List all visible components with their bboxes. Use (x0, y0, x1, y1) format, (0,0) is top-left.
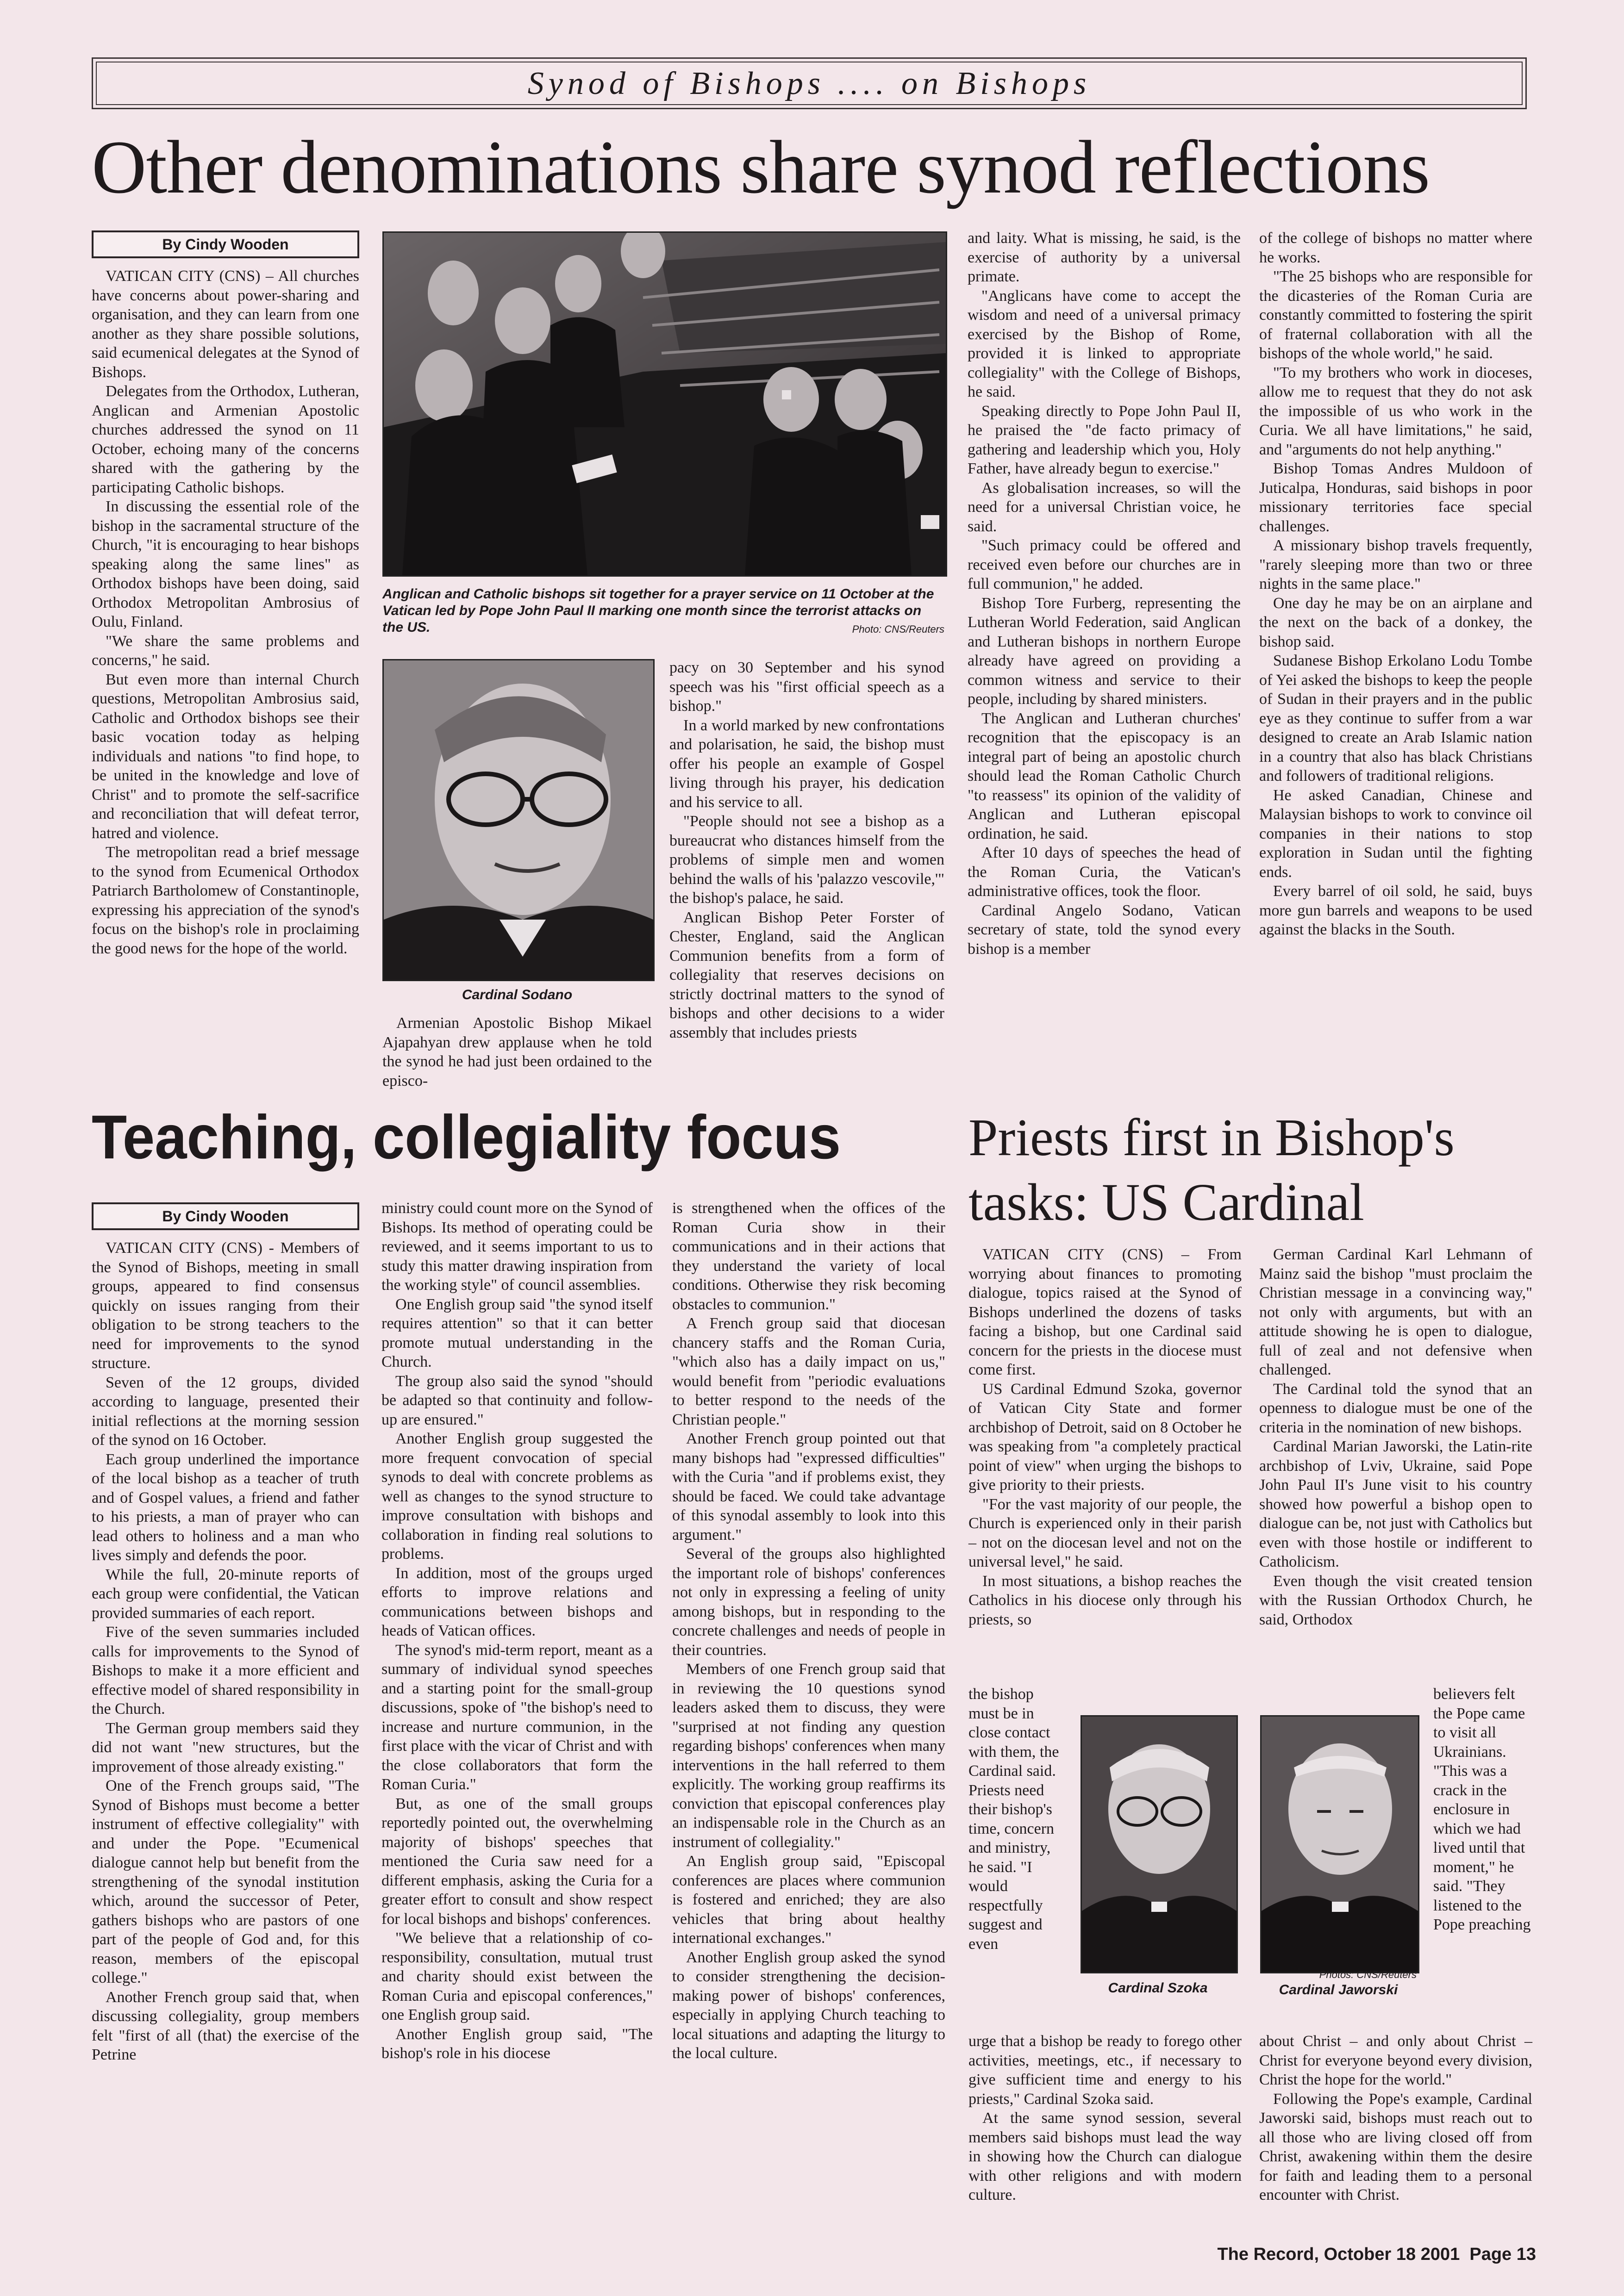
story2-column-2 (381, 1199, 653, 2063)
portrait-image (384, 660, 653, 980)
paragraph: is strengthened when the offices of the Roman Curia show in their communications and in their actions that they understand the variety of local conditions. Otherwise they risk becoming obstacles to communion." (672, 1200, 945, 1313)
paragraph: In most situations, a bishop reaches the Catholics in his diocese only through his priests, so (968, 1572, 1242, 1628)
bishops-photo-image (384, 233, 946, 575)
paragraph: "For the vast majority of our people, the Church is experienced only in their parish – not on the diocesan level and not on the universal level," he said. (968, 1495, 1242, 1570)
paragraph: Another English group asked the synod to consider strengthening the decision-making power of bishops' conferences, especially in applying Church teaching to local situations and adapting the liturgy to the local culture. (672, 1948, 945, 2062)
paragraph: Another French group said that, when discussing collegiality, group members felt "first of all (that) the exercise of the Petrine (92, 1988, 359, 2063)
paragraph: But even more than internal Church questions, Metropolitan Ambrosius said, Catholic and Orthodox bishops see their basic vocation today as helping individuals and nations "to find hope, to be united in the knowledge and love of Christ" and to promote the self-sacrifice and reconciliation that will defeat terror, hatred and violence. (92, 671, 359, 842)
paragraph: "The 25 bishops who are responsible for the dicasteries of the Roman Curia are constantly committed to fostering the spirit of fraternal collaboration with all the bishops of the whole world," he said. (1259, 268, 1532, 362)
paragraph: In addition, most of the groups urged efforts to improve relations and communications between bishops and heads of Vatican offices. (381, 1564, 653, 1639)
paragraph: Another English group said, "The bishop's role in his diocese (381, 2025, 653, 2062)
paragraph: Cardinal Marian Jaworski, the Latin-rite archbishop of Lviv, Ukraine, said Pope John Paul II's June visit to his country showed how powerful a bishop open to dialogue can be, not just with Catholics but even with those hostile or indifferent to Catholicism. (1259, 1438, 1532, 1570)
story1-column-2 (382, 1014, 652, 1090)
story1-column-4 (968, 229, 1241, 958)
paragraph: While the full, 20-minute reports of each group were confidential, the Vatican provided summaries of each report. (92, 1566, 359, 1622)
story2-byline: By Cindy Wooden (92, 1202, 359, 1230)
paragraph: Anglican Bishop Peter Forster of Chester, England, said the Anglican Communion benefits from a form of collegiality that reserves decisions on strictly doctrinal matters to the synod of bishops and other decisions to a wider assembly that includes priests (669, 908, 944, 1041)
story2-headline: Teaching, collegiality focus (92, 1103, 841, 1172)
paragraph: VATICAN CITY (CNS) – From worrying about finances to promoting dialogue, topics raised at the Synod of Bishops underlined the dozens of tasks facing a bishop, but one Cardinal said concern for the priests in the diocese must come first. (968, 1246, 1242, 1378)
bishops-photo-caption (382, 586, 944, 638)
story3-photo-credit: Photos: CNS/Reuters (1319, 1969, 1417, 1980)
paragraph: Several of the groups also highlighted the important role of bishops' conferences not only in expressing a feeling of unity among bishops, but in responding to the concrete challenges and needs of people in their countries. (672, 1545, 945, 1659)
paragraph: One of the French groups said, "The Synod of Bishops must become a better instrument of effective collegiality" with and under the Pope. "Ecumenical dialogue cannot help but benefit from the strengthening of the synodal institution which, around the successor of Peter, gathers bishops who are pastors of one part of the people of God and, for this reason, members of the episcopal college." (92, 1777, 359, 1986)
paragraph: and laity. What is missing, he said, is the exercise of authority by a universal primate. (968, 230, 1241, 285)
paragraph: Sudanese Bishop Erkolano Lodu Tombe of Yei asked the bishops to keep the people of Sudan in their prayers and in the public eye as they continue to suffer from a war designed to create an Arab Islamic nation in a country that also has black Christians and followers of traditional religions. (1259, 652, 1532, 784)
paragraph: The group also said the synod "should be adapted so that continuity and follow-up are ensured." (381, 1372, 653, 1428)
sodano-caption: Cardinal Sodano (462, 987, 573, 1002)
paragraph: German Cardinal Karl Lehmann of Mainz said the bishop "must proclaim the Christian message in a convincing way," not only with arguments, but with an attitude showing he is open to dialogue, full of zeal and not defensive when challenged. (1259, 1246, 1532, 1378)
paragraph: Every barrel of oil sold, he said, buys more gun barrels and weapons to be used against the blacks in the South. (1259, 883, 1532, 938)
paragraph: Cardinal Angelo Sodano, Vatican secretary of state, told the synod every bishop is a member (968, 902, 1241, 958)
paragraph: The synod's mid-term report, meant as a summary of individual synod speeches and a starting point for the small-group discussions, spoke of "the bishop's need to increase and nurture communion, in the first place with the vicar of Christ and with the close collaborators that form the Roman Curia." (381, 1641, 653, 1793)
paragraph: "People should not see a bishop as a bureaucrat who distances himself from the problems of simple men and women behind the walls of his 'palazzo vescovile,'" the bishop's palace, he said. (669, 813, 944, 907)
paragraph: "To my brothers who work in dioceses, allow me to request that they do not ask the impossible of us who work in the Curia. We all have limitations," he said, and "arguments do not help anything." (1259, 364, 1532, 458)
paragraph: One day he may be on an airplane and the next on the back of a donkey, the bishop said. (1259, 594, 1532, 650)
paragraph: Speaking directly to Pope John Paul II, he praised the "de facto primacy of gathering and leadership which you, Holy Father, have already begun to exercise." (968, 402, 1241, 477)
story2-column-3 (672, 1199, 945, 2063)
paragraph: Another English group suggested the more frequent convocation of special synods to deal with concrete problems as well as changes to the synod structure to improve consultation with bishops and collaboration in finding real solutions to problems. (381, 1430, 653, 1562)
section-banner (92, 57, 1527, 109)
cardinal-sodano-portrait (382, 659, 655, 981)
story1-column-1 (92, 267, 359, 958)
page-footer: The Record, October 18 2001 Page 13 (1217, 2245, 1536, 2264)
story3-column-2 (1259, 1245, 1532, 1629)
story1-column-5 (1259, 229, 1532, 940)
portrait-image (1262, 1717, 1418, 1972)
paragraph: Five of the seven summaries included calls for improvements to the Synod of Bishops to make it a more efficient and effective model of shared responsibility in the Church. (92, 1624, 359, 1717)
paragraph: A French group said that diocesan chancery staffs and the Roman Curia, "which also has a daily impact on us," would benefit from "periodic evaluations to better respond to the needs of the Christian people." (672, 1315, 945, 1428)
paragraph: urge that a bishop be ready to forego other activities, meetings, etc., if necessary to give sufficient time and energy to his priests," Cardinal Szoka said. (968, 2033, 1242, 2108)
paragraph: One English group said "the synod itself requires attention" so that it can better promote mutual understanding in the Church. (381, 1295, 653, 1370)
paragraph: Delegates from the Orthodox, Lutheran, Anglican and Armenian Apostolic churches addressed the synod on 11 October, echoing many of the concerns shared with the gathering by the participating Catholic bishops. (92, 383, 359, 496)
bishops-group-photo (382, 231, 947, 577)
paragraph: In a world marked by new confrontations and polarisation, he said, the bishop must offer his people an example of Gospel living through his prayer, his dedication and his service to all. (669, 716, 944, 811)
paragraph: But, as one of the small groups reportedly pointed out, the overwhelming majority of bishops' speeches that mentioned the Curia saw need for a different emphasis, asking the Curia for a greater effort to consult and show respect for local bishops and bishops' conferences. (381, 1795, 653, 1928)
paragraph: the bishop must be in close contact with them, the Cardinal said. Priests need their bishop's time, concern and ministry, he said. "I would respectfully suggest and even (968, 1686, 1059, 1953)
paragraph: After 10 days of speeches the head of the Roman Curia, the Vatican's administrative offices, took the floor. (968, 844, 1241, 900)
cardinal-szoka-portrait (1081, 1715, 1238, 1973)
paragraph: In discussing the essential role of the bishop in the sacramental structure of the Church, "it is encouraging to hear bishops speaking along the same lines" as Orthodox bishops have been doing, said Orthodox Metropolitan Ambrosius of Oulu, Finland. (92, 498, 359, 630)
story3-column-1-bottom (968, 2032, 1242, 2205)
story3-column-2-bottom (1259, 2032, 1532, 2205)
paragraph: about Christ – and only about Christ – Christ for everyone beyond every division, Christ the hope for the world." (1259, 2033, 1532, 2088)
portrait-image (1082, 1717, 1237, 1972)
paragraph: The German group members said they did not want "new structures, but the improvement of those already existing." (92, 1719, 359, 1775)
paragraph: The Anglican and Lutheran churches' recognition that the episcopacy is an integral part of being an apostolic church should lead the Roman Catholic Church "to reassess" its opinion of the validity of Anglican and Lutheran episcopal ordination, he said. (968, 709, 1241, 842)
szoka-caption: Cardinal Szoka (1108, 1980, 1208, 1996)
paragraph: Another French group pointed out that many bishops had "expressed difficulties" with the Curia "and if problems exist, they should be faced. We could take advantage of this synodal assembly to look into this argument." (672, 1430, 945, 1543)
paragraph: "Such primacy could be offered and received even before our churches are in full communion," he added. (968, 537, 1241, 592)
paragraph: Even though the visit created tension with the Russian Orthodox Church, he said, Orthodox (1259, 1572, 1532, 1628)
paragraph: At the same synod session, several members said bishops must lead the way in showing how the Church can dialogue with other religions and with modern culture. (968, 2109, 1242, 2203)
paragraph: A missionary bishop travels frequently, "rarely sleeping more than two or three nights in the same place." (1259, 537, 1532, 592)
paragraph: VATICAN CITY (CNS) - Members of the Synod of Bishops, meeting in small groups, appeared to find consensus quickly on issues ranging from their obligation to be strong teachers to the need for improvements to the synod structure. (92, 1239, 359, 1372)
story3-column-2-narrow (1433, 1685, 1532, 1935)
paragraph: Armenian Apostolic Bishop Mikael Ajapahyan drew applause when he told the synod he had just been ordained to the episco- (382, 1014, 652, 1089)
paragraph: ministry could count more on the Synod of Bishops. Its method of operating could be reviewed, and it seems important to us to study this matter drawing inspiration from the working style" of council assemblies. (381, 1200, 653, 1294)
paragraph: He asked Canadian, Chinese and Malaysian bishops to work to convince oil companies in their nations to stop exploration in Sudan until the fighting ends. (1259, 786, 1532, 881)
cardinal-jaworski-portrait (1260, 1715, 1419, 1973)
story3-column-1-narrow (968, 1685, 1066, 1954)
story1-headline: Other denominations share synod reflections (92, 125, 1430, 209)
banner-text: Synod of Bishops .... on Bishops (527, 66, 1091, 101)
caption-text: Anglican and Catholic bishops sit together for a prayer service on 11 October at the Vatican led by Pope John Paul II marking one month since the terrorist attacks on the US. (382, 586, 934, 635)
paragraph: VATICAN CITY (CNS) – All churches have concerns about power-sharing and organisation, and they can learn from one another as they share possible solutions, said ecumenical delegates at the Synod of Bishops. (92, 268, 359, 381)
paragraph: "We share the same problems and concerns," he said. (92, 632, 359, 669)
story3-headline-line2: tasks: US Cardinal (968, 1173, 1364, 1232)
story2-column-1 (92, 1238, 359, 2065)
paragraph: "Anglicans have come to accept the wisdom and need of a universal primacy exercised by the Bishop of Rome, provided it is linked to appropriate collegiality" with the College of Bishops, he said. (968, 287, 1241, 400)
story1-byline: By Cindy Wooden (92, 230, 359, 258)
paragraph: The metropolitan read a brief message to the synod from Ecumenical Orthodox Patriarch Bartholomew of Constantinople, expressing his appreciation of the synod's focus on the bishop's role in proclaiming the good news for the hope of the world. (92, 844, 359, 957)
paragraph: Seven of the 12 groups, divided according to language, presented their initial reflections at the morning session of the synod on 16 October. (92, 1374, 359, 1449)
paragraph: Bishop Tomas Andres Muldoon of Juticalpa, Honduras, said bishops in poor missionary territories face special challenges. (1259, 460, 1532, 535)
paragraph: An English group said, "Episcopal conferences are places where communion is fostered and enriched; they are also vehicles that bring about healthy international exchanges." (672, 1853, 945, 1947)
paragraph: Each group underlined the importance of the local bishop as a teacher of truth and of Gospel values, a friend and father to his priests, a man of prayer who can lead others to holiness and a man who lives simply and defends the poor. (92, 1450, 359, 1564)
paragraph: Following the Pope's example, Cardinal Jaworski said, bishops must reach out to all those who are living closed off from Christ, awakening within them the desire for faith and leading them to a personal encounter with Christ. (1259, 2090, 1532, 2203)
story3-headline (968, 1105, 1538, 1235)
jaworski-caption: Cardinal Jaworski (1279, 1982, 1398, 1997)
photo-credit: Photo: CNS/Reuters (852, 623, 944, 635)
paragraph: As globalisation increases, so will the need for a universal Christian voice, he said. (968, 479, 1241, 535)
paragraph: believers felt the Pope came to visit all Ukrainians. "This was a crack in the enclosure in which we had lived until that moment," he said. "They listened to the Pope preaching (1433, 1686, 1531, 1933)
story3-column-1 (968, 1245, 1242, 1629)
story3-headline-line1: Priests first in Bishop's (968, 1108, 1455, 1167)
paragraph: pacy on 30 September and his synod speech was his "first official speech as a bishop." (669, 659, 944, 715)
paragraph: of the college of bishops no matter where he works. (1259, 230, 1532, 266)
paragraph: Members of one French group said that in reviewing the 10 questions synod leaders asked them to discuss, they were "surprised at not finding any question regarding bishops' conferences when many interventions in the hall referred to them explicitly. The working group reaffirms its conviction that episcopal conferences play an indispensable role in the Church as an instrument of collegiality." (672, 1661, 945, 1851)
paragraph: Bishop Tore Furberg, representing the Lutheran World Federation, said Anglican and Lutheran bishops in northern Europe already have agreed on providing a common witness and service to their people, including by shared ministers. (968, 594, 1241, 708)
story1-column-3 (669, 658, 944, 1042)
paragraph: US Cardinal Edmund Szoka, governor of Vatican City State and former archbishop of Detroit, said on 8 October he was speaking from "a completely practical point of view" when urging the bishops to give priority to their priests. (968, 1380, 1242, 1493)
paragraph: "We believe that a relationship of co-responsibility, consultation, mutual trust and charity should exist between the Roman Curia and episcopal conferences," one English group said. (381, 1929, 653, 2023)
paragraph: The Cardinal told the synod that an openness to dialogue must be one of the criteria in the nomination of new bishops. (1259, 1380, 1532, 1436)
